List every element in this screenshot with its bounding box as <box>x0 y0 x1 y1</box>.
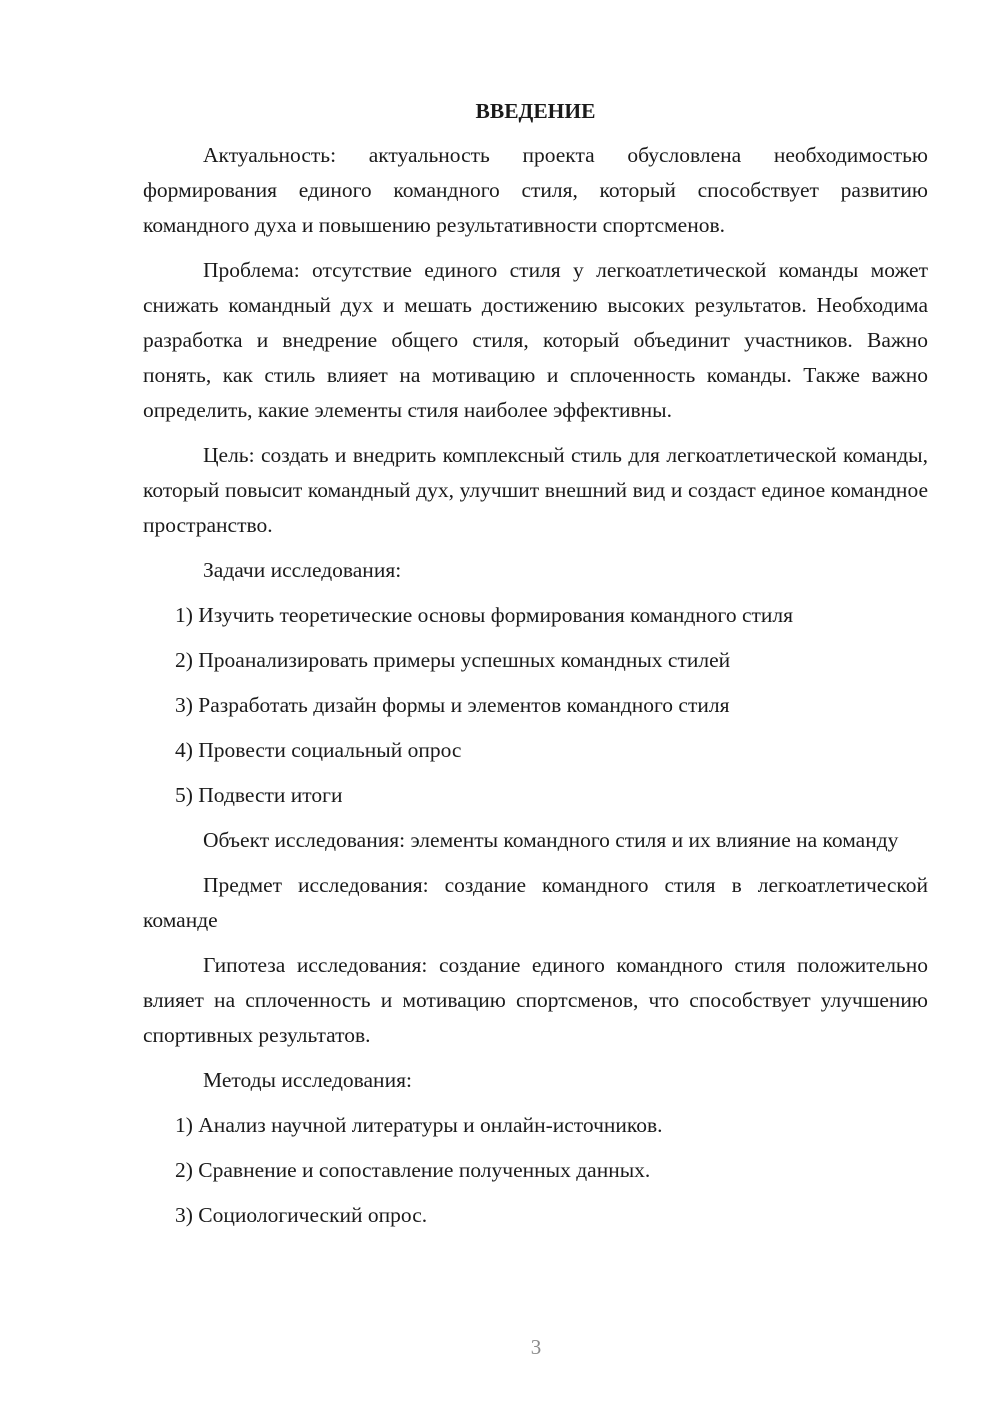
object-paragraph: Объект исследования: элементы командного стиля и их влияние на команду <box>203 828 899 852</box>
methods-title: Методы исследования: <box>203 1068 412 1092</box>
page-number: 3 <box>530 1335 542 1359</box>
task-item: 3) Разработать дизайн формы и элементов командного стиля <box>175 693 730 717</box>
task-item: 4) Провести социальный опрос <box>175 738 462 762</box>
goal-paragraph: Цель: создать и внедрить комплексный стиль для легкоатлетической команды, который повысит командный дух, улучшит внешний вид и создаст единое командное пространство. <box>143 443 928 537</box>
subject-paragraph: Предмет исследования: создание командного стиля в легкоатлетической команде <box>143 873 928 932</box>
tasks-title: Задачи исследования: <box>203 558 402 582</box>
hypothesis-paragraph: Гипотеза исследования: создание единого командного стиля положительно влияет на сплоченность и мотивацию спортсменов, что способствует улучшению спортивных результатов. <box>143 953 928 1047</box>
task-item: 1) Изучить теоретические основы формирования командного стиля <box>175 603 794 627</box>
method-item: 1) Анализ научной литературы и онлайн-источников. <box>175 1113 663 1137</box>
task-item: 2) Проанализировать примеры успешных командных стилей <box>175 648 731 672</box>
task-item: 5) Подвести итоги <box>175 783 343 807</box>
problem-paragraph: Проблема: отсутствие единого стиля у легкоатлетической команды может снижать командный дух и мешать достижению высоких результатов. Необходима разработка и внедрение общего стиля, который объединит участников. Важно понять, как стиль влияет на мотивацию и сплоченность команды. Также важно определить, какие элементы стиля наиболее эффективны. <box>143 258 928 422</box>
method-item: 3) Социологический опрос. <box>175 1203 428 1227</box>
method-item: 2) Сравнение и сопоставление полученных данных. <box>175 1158 651 1182</box>
section-heading: ВВЕДЕНИЕ <box>475 99 596 123</box>
relevance-paragraph: Актуальность: актуальность проекта обусловлена необходимостью формирования единого командного стиля, который способствует развитию командного духа и повышению результативности спортсменов. <box>143 143 928 237</box>
page-content <box>143 96 928 1243</box>
